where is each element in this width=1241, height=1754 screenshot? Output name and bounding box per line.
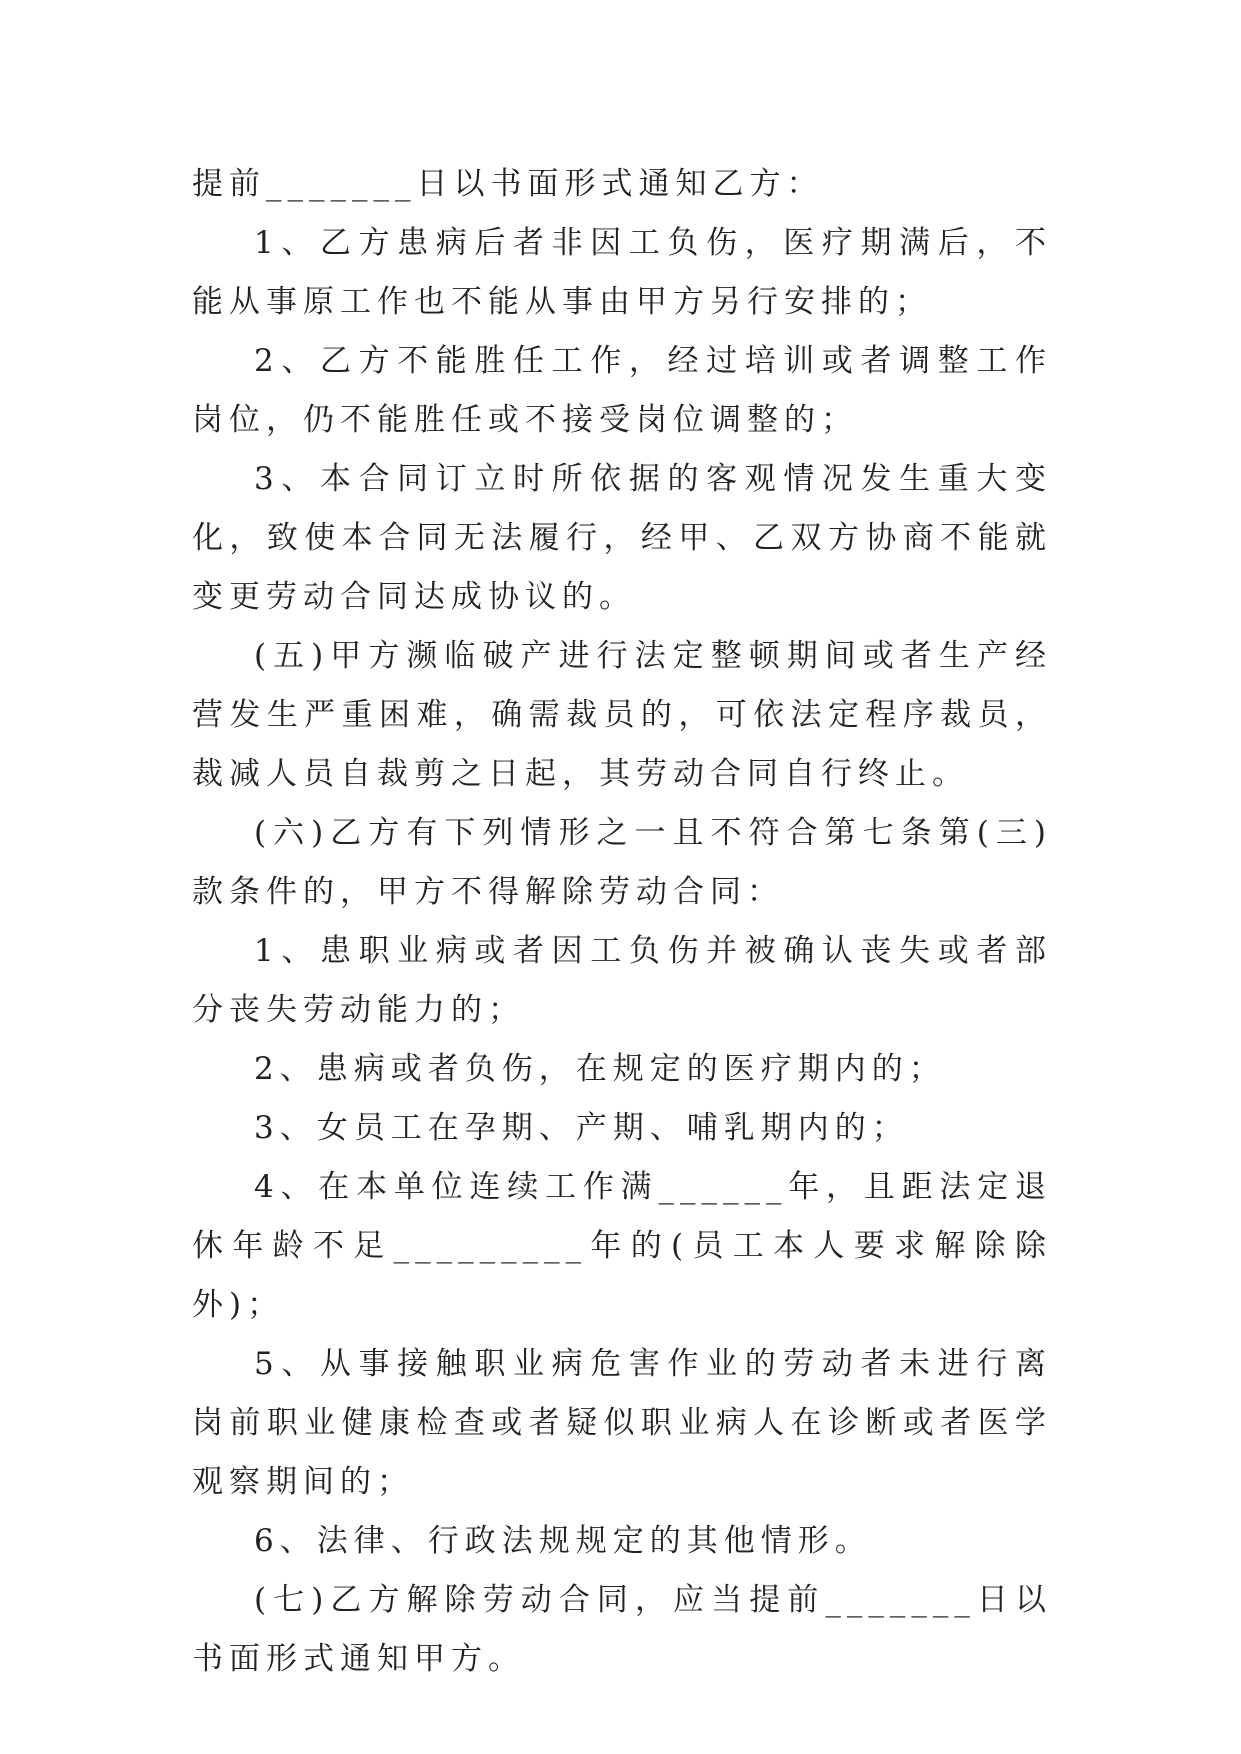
document-body bbox=[192, 155, 1052, 1689]
paragraph-restriction-3: 3、女员工在孕期、产期、哺乳期内的； bbox=[254, 1110, 909, 1146]
paragraph-restriction-1: 1、患职业病或者因工负伤并被确认丧失或者部分丧失劳动能力的； bbox=[192, 933, 1052, 1028]
paragraph-item-1-illness: 1、乙方患病后者非因工负伤，医疗期满后，不能从事原工作也不能从事由甲方另行安排的； bbox=[192, 225, 1052, 320]
paragraph-restriction-4: 4、在本单位连续工作满______年，且距法定退休年龄不足_________年的(员工本人要求解除除外)； bbox=[192, 1169, 1052, 1323]
paragraph-clause-5-layoff: (五)甲方濒临破产进行法定整顿期间或者生产经营发生严重困难，确需裁员的，可依法定程序裁员，裁减人员自裁剪之日起，其劳动合同自行终止。 bbox=[192, 638, 1052, 792]
paragraph-clause-7-resignation: (七)乙方解除劳动合同，应当提前_______日以书面形式通知甲方。 bbox=[192, 1582, 1052, 1677]
paragraph-notice-intro: 提前_______日以书面形式通知乙方： bbox=[192, 166, 824, 202]
paragraph-item-3-circumstances: 3、本合同订立时所依据的客观情况发生重大变化，致使本合同无法履行，经甲、乙双方协商不能就变更劳动合同达成协议的。 bbox=[192, 461, 1052, 615]
paragraph-restriction-6: 6、法律、行政法规规定的其他情形。 bbox=[254, 1523, 872, 1559]
paragraph-item-2-incompetence: 2、乙方不能胜任工作，经过培训或者调整工作岗位，仍不能胜任或不接受岗位调整的； bbox=[192, 343, 1052, 438]
paragraph-clause-6-restrictions: (六)乙方有下列情形之一且不符合第七条第(三)款条件的，甲方不得解除劳动合同： bbox=[192, 815, 1052, 910]
paragraph-restriction-2: 2、患病或者负伤，在规定的医疗期内的； bbox=[254, 1051, 946, 1087]
paragraph-restriction-5: 5、从事接触职业病危害作业的劳动者未进行离岗前职业健康检查或者疑似职业病人在诊断或者医学观察期间的； bbox=[192, 1346, 1052, 1500]
